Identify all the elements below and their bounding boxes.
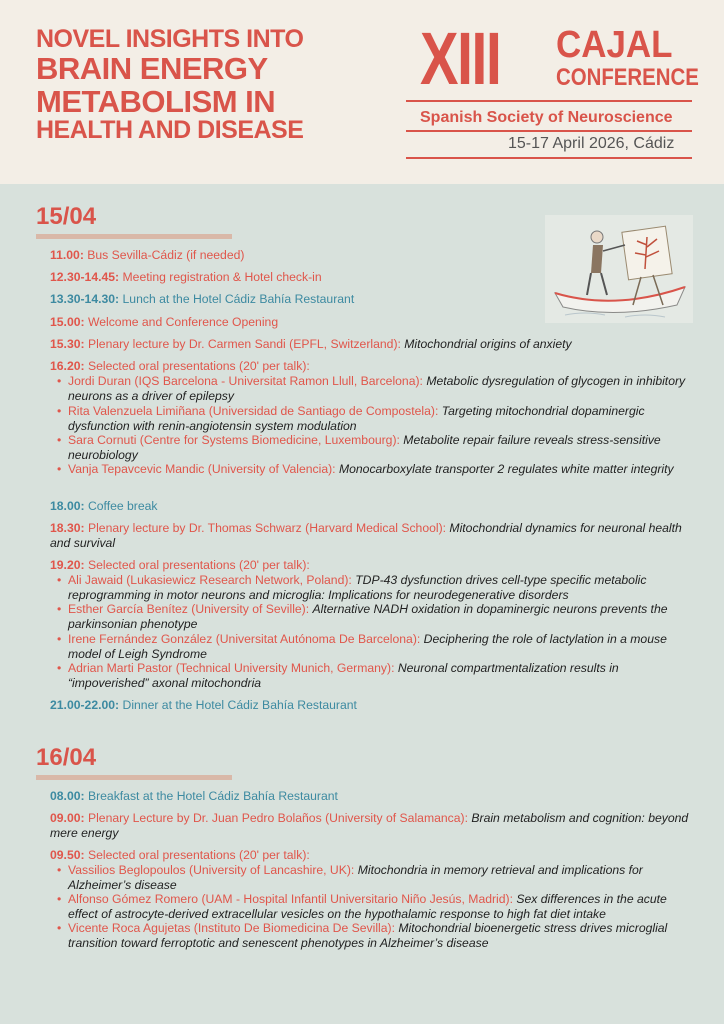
talk-item: • Rita Valenzuela Limiñana (Universidad de Santiago de Compostela): Targeting mitochondrial dopaminergic dysfunction with renin-angiotensin system modulation <box>68 404 698 434</box>
title-line-2: BRAIN ENERGY <box>36 51 268 86</box>
divider <box>406 157 692 159</box>
conference-name: CAJAL <box>556 24 673 66</box>
schedule-item: 15.30: Plenary lecture by Dr. Carmen Sandi (EPFL, Switzerland): Mitochondrial origins of anxiety <box>50 337 572 351</box>
talk-item: • Irene Fernández González (Universitat Autónoma De Barcelona): Deciphering the role of lactylation in a mouse model of Leigh Syndrome <box>68 632 698 662</box>
conference-dates: 15-17 April 2026, Cádiz <box>508 135 675 152</box>
title-line-3: METABOLISM IN <box>36 84 276 119</box>
conference-number: XIII <box>420 17 501 100</box>
day-underline <box>36 234 232 239</box>
divider <box>406 130 692 132</box>
talk-item: • Vanja Tepavcevic Mandic (University of Valencia): Monocarboxylate transporter 2 regulates white matter integrity <box>68 462 698 477</box>
schedule-item: 13.30-14.30: Lunch at the Hotel Cádiz Bahía Restaurant <box>50 292 355 306</box>
schedule-item: 16.20: Selected oral presentations (20' per talk): <box>50 359 310 373</box>
day-heading: 15/04 <box>36 203 97 230</box>
divider <box>406 100 692 102</box>
day-heading: 16/04 <box>36 744 97 771</box>
talk-item: • Vassilios Beglopoulos (University of Lancashire, UK): Mitochondria in memory retrieval and implications for Alzheimer’s disease <box>68 863 698 893</box>
schedule-item: 18.30: Plenary lecture by Dr. Thomas Schwarz (Harvard Medical School): Mitochondrial dynamics for neuronal health and survival <box>50 521 682 550</box>
society-name: Spanish Society of Neuroscience <box>420 109 673 126</box>
schedule-item: 15.00: Welcome and Conference Opening <box>50 315 279 329</box>
day-underline <box>36 775 232 780</box>
talk-item: • Adrian Marti Pastor (Technical University Munich, Germany): Neuronal compartmentalization results in “impoverished” axonal mitochondria <box>68 661 698 691</box>
conference-word: CONFERENCE <box>556 64 699 91</box>
schedule-item: 09.00: Plenary Lecture by Dr. Juan Pedro Bolaños (University of Salamanca): Brain metabolism and cognition: beyond mere energy <box>50 811 689 840</box>
schedule-item: 12.30-14.45: Meeting registration & Hotel check-in <box>50 270 322 284</box>
talk-item: • Sara Cornuti (Centre for Systems Biomedicine, Luxembourg): Metabolite repair failure reveals stress-sensitive neurobiology <box>68 433 698 463</box>
title-line-4: HEALTH AND DISEASE <box>36 116 304 144</box>
schedule-item: 19.20: Selected oral presentations (20' per talk): <box>50 558 310 572</box>
talk-item: • Esther García Benítez (University of Seville): Alternative NADH oxidation in dopaminergic neurons prevents the parkinsonian phenotype <box>68 602 698 632</box>
schedule-item: 11.00: Bus Sevilla-Cádiz (if needed) <box>50 248 245 262</box>
talk-item: • Vicente Roca Agujetas (Instituto De Biomedicina De Sevilla): Mitochondrial bioenergetic stress drives microglial transition toward ferroptotic and senescent phenotypes in Alzheimer’s disease <box>68 921 698 951</box>
header-banner <box>0 0 724 184</box>
talk-item: • Alfonso Gómez Romero (UAM - Hospital Infantil Universitario Niño Jesús, Madrid): Sex differences in the acute effect of astrocyte-derived extracellular vesicles on the hypothalamic response to high fat diet intake <box>68 892 698 922</box>
schedule-item: 21.00-22.00: Dinner at the Hotel Cádiz Bahía Restaurant <box>50 698 357 712</box>
title-line-1: NOVEL INSIGHTS INTO <box>36 25 304 53</box>
schedule-item: 08.00: Breakfast at the Hotel Cádiz Bahía Restaurant <box>50 789 338 803</box>
schedule-item: 09.50: Selected oral presentations (20' per talk): <box>50 848 310 862</box>
schedule-item: 18.00: Coffee break <box>50 499 158 513</box>
talk-item: • Ali Jawaid (Lukasiewicz Research Network, Poland): TDP-43 dysfunction drives cell-type specific metabolic reprogramming in motor neurons and microglia: Implications for neurodegenerative disorders <box>68 573 698 603</box>
meeting-title <box>36 27 303 144</box>
talk-item: • Jordi Duran (IQS Barcelona - Universitat Ramon Llull, Barcelona): Metabolic dysregulation of glycogen in inhibitory neurons as a driver of epilepsy <box>68 374 698 404</box>
